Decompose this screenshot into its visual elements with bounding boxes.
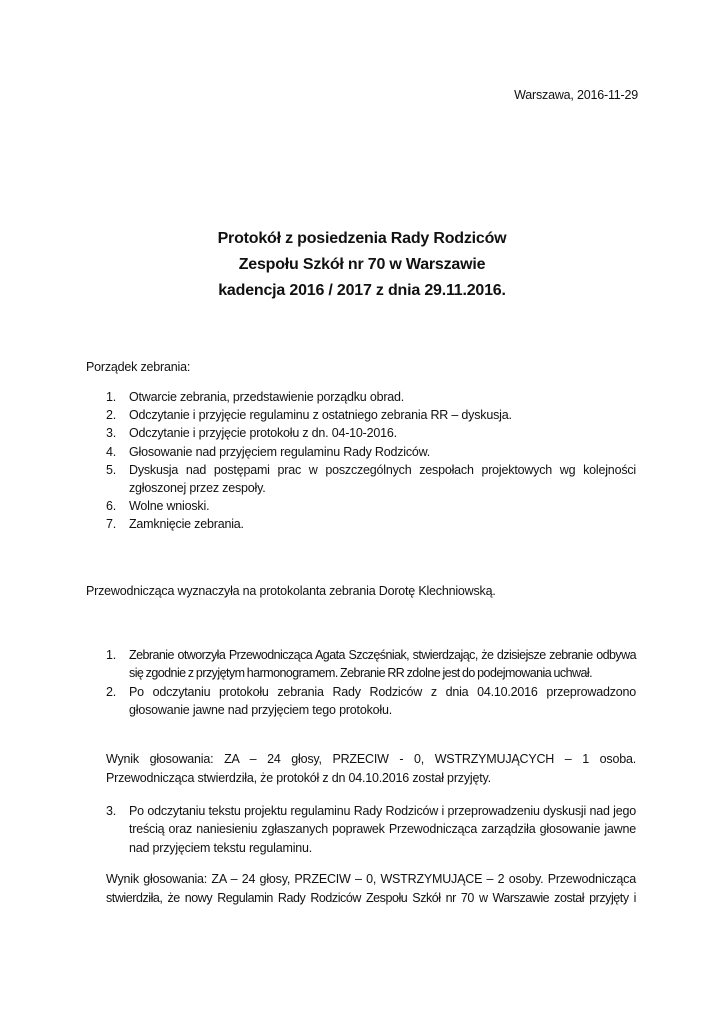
title-line-2: Zespołu Szkół nr 70 w Warszawie xyxy=(238,256,486,273)
minutes-item-text: Zebranie otworzyła Przewodnicząca Agata Szczęśniak, stwierdzając, że dzisiejsze zebranie odbywa się zgodnie z przyjętym harmonogramem. Zebranie RR zdolne jest do podejmowania uchwał. xyxy=(129,648,636,681)
agenda-item xyxy=(106,497,636,515)
minutes-item-text: Po odczytaniu protokołu zebrania Rady Rodziców z dnia 04.10.2016 przeprowadzono głosowanie jawne nad przyjęciem tego protokołu. xyxy=(129,684,636,718)
agenda-item-number: 2. xyxy=(106,408,117,423)
agenda-item-number: 6. xyxy=(106,499,117,514)
agenda-item-text: Wolne wnioski. xyxy=(129,499,210,514)
minutes-list-first xyxy=(106,646,636,720)
agenda-item-number: 3. xyxy=(106,426,117,441)
agenda-item xyxy=(106,443,636,461)
agenda-item xyxy=(106,515,636,533)
agenda-item xyxy=(106,424,636,442)
agenda-item-number: 4. xyxy=(106,444,117,459)
agenda-item-text: Odczytanie i przyjęcie protokołu z dn. 04-10-2016. xyxy=(129,426,397,441)
agenda-item xyxy=(106,406,636,424)
minutes-item-number: 3. xyxy=(106,804,117,818)
vote-result-2-line-2: stwierdziła, że nowy Regulamin Rady Rodziców Zespołu Szkół nr 70 w Warszawie został przyjęty i xyxy=(106,891,636,906)
minutes-item-number: 2. xyxy=(106,684,117,699)
document-title xyxy=(0,226,724,304)
vote-result-2-line-1: Wynik głosowania: ZA – 24 głosy, PRZECIW – 0, WSTRZYMUJĄCE – 2 osoby. Przewodnicząca xyxy=(106,872,636,886)
agenda-item-text: Odczytanie i przyjęcie regulaminu z ostatniego zebrania RR – dyskusja. xyxy=(129,408,512,423)
minutes-list-second xyxy=(106,802,636,857)
agenda-item-text: Głosowanie nad przyjęciem regulaminu Rady Rodziców. xyxy=(129,444,431,459)
agenda-item-text: Zamknięcie zebrania. xyxy=(129,517,244,532)
minutes-item-text: Po odczytaniu tekstu projektu regulaminu Rady Rodziców i przeprowadzeniu dyskusji nad jego treścią oraz naniesieniu zgłaszanych poprawek Przewodnicząca zarządziła głosowanie jawne nad przyjęciem tekstu regulaminu. xyxy=(129,804,636,855)
vote-result-1: Wynik głosowania: ZA – 24 głosy, PRZECIW - 0, WSTRZYMUJĄCYCH – 1 osoba. Przewodnicząca stwierdziła, że protokół z dn 04.10.2016 został przyjęty. xyxy=(106,752,636,786)
date-line: Warszawa, 2016-11-29 xyxy=(514,88,638,102)
agenda-list xyxy=(106,388,636,534)
agenda-item xyxy=(106,388,636,406)
minutes-item xyxy=(106,802,636,857)
agenda-item-number: 5. xyxy=(106,462,117,477)
vote-result-2 xyxy=(106,870,636,909)
agenda-item-number: 1. xyxy=(106,390,117,404)
agenda-item xyxy=(106,461,636,497)
agenda-item-text: Dyskusja nad postępami prac w poszczególnych zespołach projektowych wg kolejności zgłoszonej przez zespoły. xyxy=(129,462,636,496)
title-line-3: kadencja 2016 / 2017 z dnia 29.11.2016. xyxy=(218,282,506,299)
agenda-item-number: 7. xyxy=(106,517,117,532)
minutes-item-number: 1. xyxy=(106,648,117,662)
chair-note: Przewodnicząca wyznaczyła na protokolanta zebrania Dorotę Klechniowską. xyxy=(86,584,496,598)
minutes-item xyxy=(106,646,636,683)
agenda-label: Porządek zebrania: xyxy=(86,360,191,374)
agenda-item-text: Otwarcie zebrania, przedstawienie porządku obrad. xyxy=(129,390,405,404)
title-line-1: Protokół z posiedzenia Rady Rodziców xyxy=(217,230,507,247)
minutes-item xyxy=(106,683,636,720)
